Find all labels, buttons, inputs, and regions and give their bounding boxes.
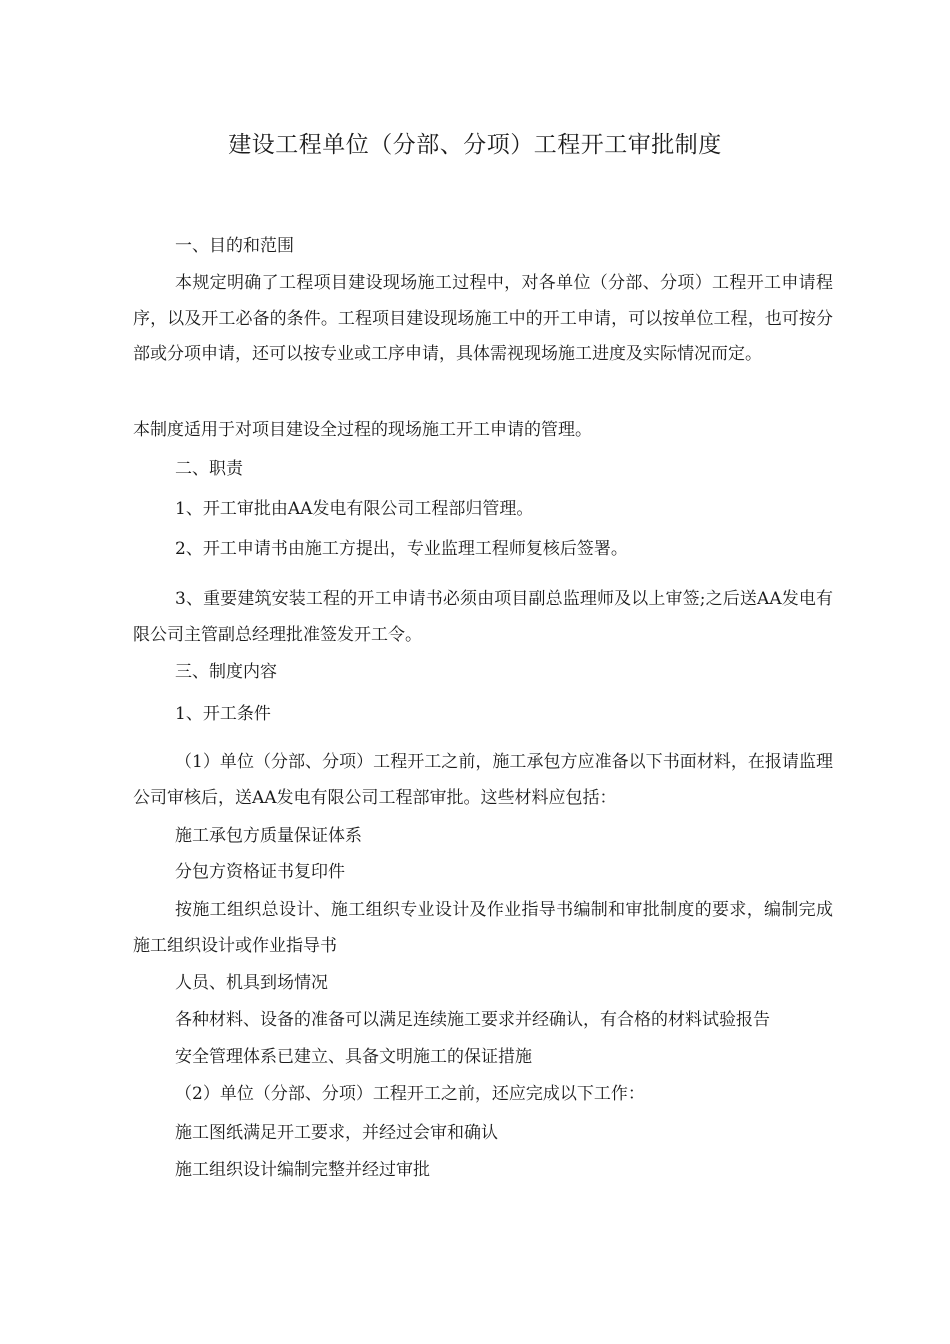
subsection-heading-conditions: 1、开工条件 [175, 704, 271, 724]
list-item: 施工承包方质量保证体系 [175, 826, 362, 846]
section-heading-purpose: 一、目的和范围 [175, 236, 294, 256]
list-item: 安全管理体系已建立、具备文明施工的保证措施 [175, 1047, 532, 1067]
list-item: 人员、机具到场情况 [175, 973, 328, 993]
section-heading-content: 三、制度内容 [175, 662, 277, 682]
list-item: 各种材料、设备的准备可以满足连续施工要求并经确认，有合格的材料试验报告 [175, 1010, 770, 1030]
document-title: 建设工程单位（分部、分项）工程开工审批制度 [228, 132, 722, 158]
responsibility-item-3: 3、重要建筑安装工程的开工申请书必须由项目副总监理师及以上审签;之后送AA发电有限公司主管副总经理批准签发开工令。 [133, 589, 833, 645]
responsibility-item-1: 1、开工审批由AA发电有限公司工程部归管理。 [175, 499, 534, 519]
paragraph-prerequisite-work: （2）单位（分部、分项）工程开工之前，还应完成以下工作： [175, 1084, 645, 1104]
responsibility-item-2: 2、开工申请书由施工方提出，专业监理工程师复核后签署。 [175, 539, 628, 559]
list-item: 按施工组织总设计、施工组织专业设计及作业指导书编制和审批制度的要求，编制完成施工组织设计或作业指导书 [133, 900, 833, 956]
paragraph-applicability: 本制度适用于对项目建设全过程的现场施工开工申请的管理。 [133, 420, 592, 440]
section-heading-responsibilities: 二、职责 [175, 459, 243, 479]
paragraph-prerequisite-materials: （1）单位（分部、分项）工程开工之前，施工承包方应准备以下书面材料，在报请监理公司审核后，送AA发电有限公司工程部审批。这些材料应包括： [133, 752, 833, 808]
paragraph-scope: 本规定明确了工程项目建设现场施工过程中，对各单位（分部、分项）工程开工申请程序，以及开工必备的条件。工程项目建设现场施工中的开工申请，可以按单位工程，也可按分部或分项申请，还可以按专业或工序申请，具体需视现场施工进度及实际情况而定。 [133, 273, 833, 364]
list-item: 施工组织设计编制完整并经过审批 [175, 1160, 430, 1180]
list-item: 施工图纸满足开工要求，并经过会审和确认 [175, 1123, 498, 1143]
list-item: 分包方资格证书复印件 [175, 862, 345, 882]
